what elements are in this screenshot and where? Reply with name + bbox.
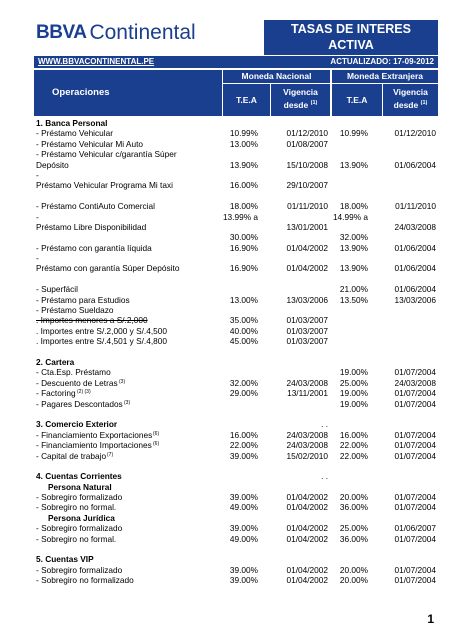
tea-mn-cell: 13.00% xyxy=(229,294,258,305)
vig-mn-cell: 01/11/2010 xyxy=(287,201,328,212)
row-label: - Superfácil xyxy=(36,284,78,295)
tea-me-cell: 13.90% xyxy=(339,263,368,274)
row-label: - Descuento de Letras xyxy=(36,377,118,388)
row-label: Préstamo con garantía Súper Depósito xyxy=(36,263,180,274)
tea-mn-cell: 13.99% a xyxy=(222,211,258,222)
row-label: - xyxy=(36,211,39,222)
updated-date: ACTUALIZADO: 17-09-2012 xyxy=(266,56,438,68)
table-row xyxy=(34,201,438,211)
row-label: - Cta.Esp. Préstamo xyxy=(36,367,111,378)
table-row xyxy=(34,440,438,450)
vig-mn-cell: 01/04/2002 xyxy=(286,492,328,503)
subsection-title: Persona Jurídica xyxy=(48,512,115,523)
table-row xyxy=(34,482,438,492)
title-line-1: TASAS DE INTERES xyxy=(291,22,411,36)
table-row xyxy=(34,430,438,440)
tea-mn-cell: 49.00% xyxy=(229,533,258,544)
subsection-title: Persona Natural xyxy=(48,481,112,492)
table-row xyxy=(34,513,438,523)
row-label: - xyxy=(36,253,39,264)
vig-me-cell: 13/03/2006 xyxy=(394,294,436,305)
section-title: 5. Cuentas VIP xyxy=(36,554,94,565)
table-row xyxy=(34,565,438,575)
tea-me-cell: 21.00% xyxy=(339,284,368,295)
rates-table xyxy=(34,118,438,586)
table-row xyxy=(34,347,438,357)
row-label: - Capital de trabajo xyxy=(36,450,107,461)
vig-mn-cell: 13/01/2001 xyxy=(286,221,328,232)
row-label: - Sobregiro formalizado xyxy=(36,523,123,534)
footnote-ref: (7) xyxy=(107,451,114,458)
row-label: Préstamo Libre Disponibilidad xyxy=(36,221,147,232)
vig-mn-cell: 13/03/2006 xyxy=(286,294,328,305)
vig-me-cell: 01/07/2004 xyxy=(394,440,436,451)
tea-mn-cell: 16.00% xyxy=(229,180,258,191)
vig-mn-cell: 24/03/2008 xyxy=(286,429,328,440)
table-row xyxy=(34,118,438,128)
vig-mn-cell: . . xyxy=(321,471,328,482)
tea-mn-cell: 32.00% xyxy=(229,377,258,388)
tea-mn-cell: 13.90% xyxy=(229,159,258,170)
vig-mn-cell: 15/02/2010 xyxy=(286,450,328,461)
vig-me-cell: 01/06/2007 xyxy=(394,523,436,534)
table-row xyxy=(34,326,438,336)
vig-mn-cell: 01/04/2002 xyxy=(286,263,328,274)
vig-mn-cell: 01/04/2002 xyxy=(286,242,328,253)
table-row xyxy=(34,409,438,419)
vig-mn-cell: 01/12/2010 xyxy=(286,128,328,139)
vig-me-cell: 01/07/2004 xyxy=(394,575,436,586)
vig-me-cell: 01/06/2004 xyxy=(394,159,436,170)
section-title: 2. Cartera xyxy=(36,356,75,367)
table-row xyxy=(34,263,438,273)
tea-me-cell: 18.00% xyxy=(339,201,368,212)
logo-continental-text: Continental xyxy=(89,21,196,44)
tea-me-cell: 13.90% xyxy=(339,159,368,170)
table-row xyxy=(34,378,438,388)
tea-me-cell: 19.00% xyxy=(339,367,368,378)
table-row xyxy=(34,544,438,554)
table-row xyxy=(34,554,438,564)
vig-me-cell: 01/07/2004 xyxy=(394,367,436,378)
row-label: - Préstamo con garantía líquida xyxy=(36,242,152,253)
vig-mn-cell: 01/03/2007 xyxy=(286,315,328,326)
tea-mn-cell: 49.00% xyxy=(229,502,258,513)
tea-me-cell: 10.99% xyxy=(339,128,368,139)
table-row xyxy=(34,232,438,242)
row-label: - Sobregiro no formalizado xyxy=(36,575,134,586)
document-title xyxy=(264,20,438,55)
tea-mn-cell: 39.00% xyxy=(229,450,258,461)
row-label: - Factoring xyxy=(36,388,76,399)
vig-me-cell: 01/07/2004 xyxy=(394,492,436,503)
footnote-ref: (6) xyxy=(153,430,160,437)
tea-me-cell: 20.00% xyxy=(339,575,368,586)
vig-mn-cell: 29/10/2007 xyxy=(286,180,328,191)
vig-me-cell: 01/11/2010 xyxy=(395,201,436,212)
tea-mn-cell: 39.00% xyxy=(229,492,258,503)
table-row xyxy=(34,399,438,409)
page-number: 1 xyxy=(427,612,434,626)
table-row xyxy=(34,180,438,190)
row-label: - Financiamiento Importaciones xyxy=(36,440,152,451)
table-row xyxy=(34,367,438,377)
row-label: - Préstamo ContiAuto Comercial xyxy=(36,201,155,212)
logo-bbva-text: BBVA xyxy=(36,22,87,43)
table-row xyxy=(34,253,438,263)
row-label: - Préstamo Vehicular xyxy=(36,128,114,139)
row-label: . Importes entre S/.2,000 y S/.4,500 xyxy=(36,325,167,336)
row-label: - xyxy=(36,169,39,180)
footnote-ref: (2) (3) xyxy=(77,389,91,396)
tea-me-cell: 14.99% a xyxy=(332,211,368,222)
tea-me-cell: 25.00% xyxy=(339,377,368,388)
tea-mn-cell: 30.00% xyxy=(229,232,258,243)
tea-me-cell: 13.50% xyxy=(339,294,368,305)
table-row xyxy=(34,575,438,585)
row-label: - Sobregiro no formal. xyxy=(36,533,117,544)
table-row xyxy=(34,212,438,222)
vigencia-mn-header xyxy=(271,84,330,116)
website-bar xyxy=(34,56,268,68)
tea-mn-cell: 10.99% xyxy=(229,128,258,139)
vig-me-cell: 01/07/2004 xyxy=(394,429,436,440)
tea-me-header: T.E.A xyxy=(332,84,382,116)
tea-me-cell: 19.00% xyxy=(339,388,368,399)
table-row xyxy=(34,419,438,429)
vig-mn-cell: 15/10/2008 xyxy=(286,159,328,170)
tea-mn-cell: 13.00% xyxy=(229,138,258,149)
tea-me-cell: 22.00% xyxy=(339,440,368,451)
table-row xyxy=(34,471,438,481)
table-row xyxy=(34,336,438,346)
table-row xyxy=(34,160,438,170)
tea-mn-cell: 40.00% xyxy=(229,325,258,336)
footnote-ref: (3) xyxy=(119,378,126,385)
tea-mn-cell: 39.00% xyxy=(229,575,258,586)
vig-me-cell: 01/07/2004 xyxy=(394,502,436,513)
vig-mn-cell: . . xyxy=(321,419,328,430)
row-label: - Pagares Descontados xyxy=(36,398,123,409)
table-row xyxy=(34,315,438,325)
tea-mn-cell: 16.90% xyxy=(229,263,258,274)
operaciones-header: Operaciones xyxy=(34,70,222,116)
row-label: - Sobregiro formalizado xyxy=(36,564,123,575)
tea-mn-header: T.E.A xyxy=(223,84,270,116)
table-row xyxy=(34,191,438,201)
table-row xyxy=(34,284,438,294)
vigencia-mn-label: Vigencia xyxy=(283,87,318,97)
section-title: 1. Banca Personal xyxy=(36,118,108,128)
table-row xyxy=(34,502,438,512)
desde-mn-label: desde $^{(1)}$ xyxy=(283,99,318,110)
table-row xyxy=(34,274,438,284)
tea-me-cell: 20.00% xyxy=(339,564,368,575)
vig-me-cell: 01/12/2010 xyxy=(394,128,436,139)
row-label: - Préstamo para Estudios xyxy=(36,294,130,305)
title-line-2: ACTIVA xyxy=(328,38,374,52)
table-row xyxy=(34,534,438,544)
row-label: - Sobregiro no formal. xyxy=(36,502,117,513)
vig-mn-cell: 01/03/2007 xyxy=(286,325,328,336)
vig-me-cell: 01/07/2004 xyxy=(394,388,436,399)
tea-mn-cell: 16.90% xyxy=(229,242,258,253)
table-row xyxy=(34,243,438,253)
vig-me-cell: 01/07/2004 xyxy=(394,398,436,409)
tea-mn-cell: 35.00% xyxy=(229,315,258,326)
tea-me-cell: 36.00% xyxy=(339,533,368,544)
row-label: Depósito xyxy=(36,159,69,170)
tea-me-cell: 25.00% xyxy=(339,523,368,534)
footnote-ref: (3) xyxy=(124,399,131,406)
tea-mn-cell: 16.00% xyxy=(229,429,258,440)
tea-me-cell: 13.90% xyxy=(339,242,368,253)
footnote-ref: (6) xyxy=(153,441,160,448)
vig-mn-cell: 01/04/2002 xyxy=(286,523,328,534)
website-link[interactable]: WWW.BBVACONTINENTAL.PE xyxy=(38,57,155,66)
table-row xyxy=(34,451,438,461)
table-row xyxy=(34,461,438,471)
vig-mn-cell: 01/04/2002 xyxy=(286,564,328,575)
vig-mn-cell: 24/03/2008 xyxy=(286,377,328,388)
table-row xyxy=(34,523,438,533)
table-row xyxy=(34,128,438,138)
tea-mn-cell: 22.00% xyxy=(229,440,258,451)
table-row xyxy=(34,222,438,232)
row-label: - Préstamo Sueldazo xyxy=(36,305,114,316)
tea-mn-cell: 39.00% xyxy=(229,523,258,534)
table-row xyxy=(34,170,438,180)
vig-mn-cell: 01/04/2002 xyxy=(286,502,328,513)
moneda-nacional-header: Moneda Nacional xyxy=(223,70,330,83)
row-label: . Importes entre S/.4,501 y S/.4,800 xyxy=(36,336,167,347)
tea-me-cell: 16.00% xyxy=(339,429,368,440)
vig-me-cell: 01/07/2004 xyxy=(394,450,436,461)
vig-me-cell: 24/03/2008 xyxy=(394,221,436,232)
desde-me-label: desde $^{(1)}$ xyxy=(393,99,428,110)
tea-me-cell: 32.00% xyxy=(339,232,368,243)
row-label: . Importes menores a S/.2,000 xyxy=(36,315,148,326)
table-row xyxy=(34,149,438,159)
vig-me-cell: 01/07/2004 xyxy=(394,564,436,575)
vig-mn-cell: 01/04/2002 xyxy=(286,575,328,586)
vig-me-cell: 24/03/2008 xyxy=(394,377,436,388)
bbva-continental-logo xyxy=(36,20,196,46)
row-label: Préstamo Vehicular Programa Mi taxi xyxy=(36,180,173,191)
vig-me-cell: 01/06/2004 xyxy=(394,242,436,253)
tea-mn-cell: 45.00% xyxy=(229,336,258,347)
row-label: - Préstamo Vehicular Mi Auto xyxy=(36,138,143,149)
vig-mn-cell: 01/04/2002 xyxy=(286,533,328,544)
tea-mn-cell: 18.00% xyxy=(229,201,258,212)
tea-mn-cell: 29.00% xyxy=(229,388,258,399)
vig-mn-cell: 13/11/2001 xyxy=(287,388,328,399)
section-title: 4. Cuentas Corrientes xyxy=(36,471,122,482)
tea-me-cell: 20.00% xyxy=(339,492,368,503)
table-row xyxy=(34,492,438,502)
tea-mn-cell: 39.00% xyxy=(229,564,258,575)
table-row xyxy=(34,295,438,305)
table-row xyxy=(34,305,438,315)
tea-me-cell: 22.00% xyxy=(339,450,368,461)
vig-me-cell: 01/06/2004 xyxy=(394,263,436,274)
vig-me-cell: 01/07/2004 xyxy=(394,533,436,544)
table-row xyxy=(34,357,438,367)
row-label: - Sobregiro formalizado xyxy=(36,492,123,503)
row-label: - Financiamiento Exportaciones xyxy=(36,429,153,440)
row-label: - Préstamo Vehicular c/garantía Súper xyxy=(36,149,177,160)
table-row xyxy=(34,139,438,149)
vig-me-cell: 01/06/2004 xyxy=(394,284,436,295)
vig-mn-cell: 01/08/2007 xyxy=(286,138,328,149)
vig-mn-cell: 24/03/2008 xyxy=(286,440,328,451)
tea-me-cell: 36.00% xyxy=(339,502,368,513)
vig-mn-cell: 01/03/2007 xyxy=(286,336,328,347)
vigencia-me-header xyxy=(383,84,438,116)
table-row xyxy=(34,388,438,398)
moneda-extranjera-header: Moneda Extranjera xyxy=(332,70,438,83)
vigencia-me-label: Vigencia xyxy=(393,87,428,97)
tea-me-cell: 19.00% xyxy=(339,398,368,409)
section-title: 3. Comercio Exterior xyxy=(36,419,118,430)
